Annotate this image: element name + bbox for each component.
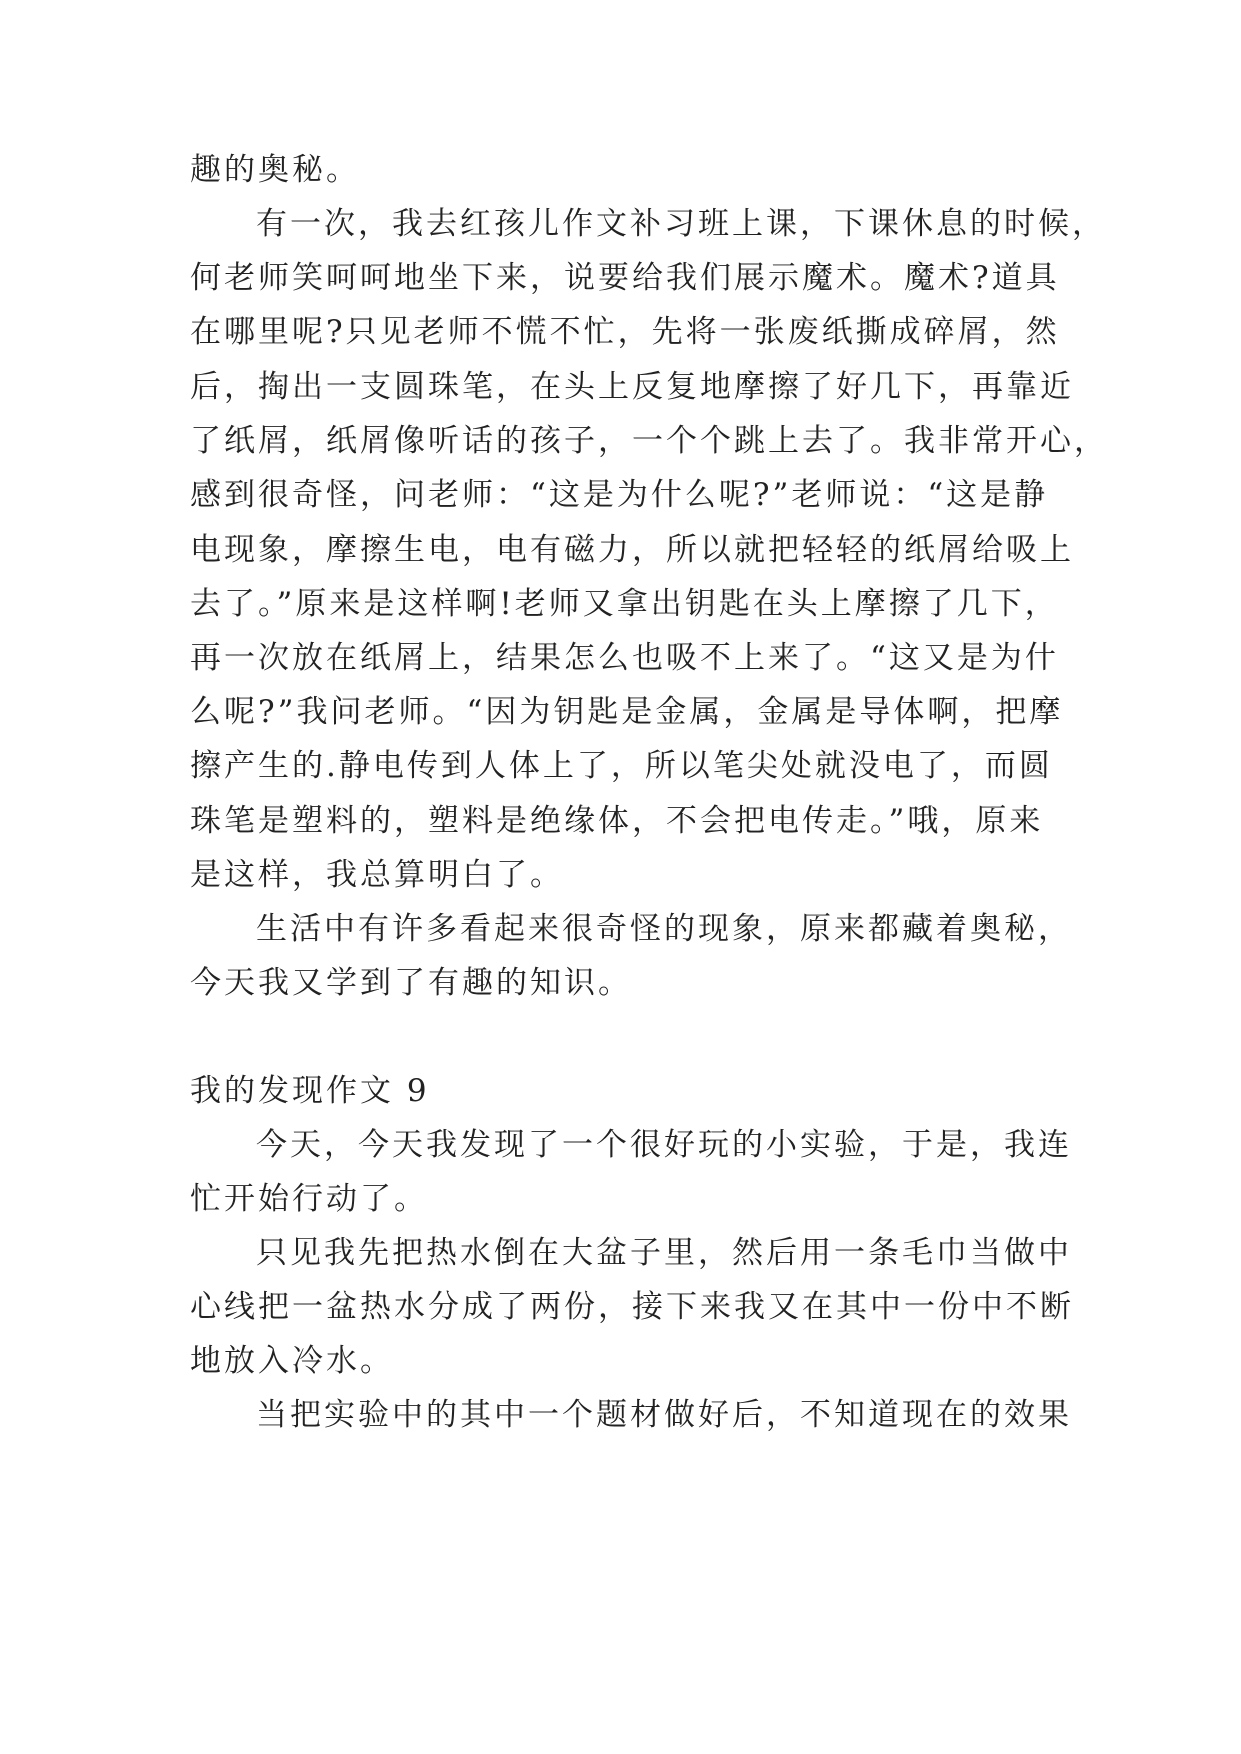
text-line: 感到很奇怪，问老师：“这是为什么呢?”老师说：“这是静 <box>190 477 1049 513</box>
text-line: 趣的奥秘。 <box>190 152 360 188</box>
paragraph-start-line: 当把实验中的其中一个题材做好后，不知道现在的效果 <box>256 1397 1072 1433</box>
paragraph-start-line: 今天，今天我发现了一个很好玩的小实验，于是，我连 <box>256 1127 1072 1163</box>
text-line: 忙开始行动了。 <box>190 1181 428 1217</box>
paragraph-start-line: 只见我先把热水倒在大盆子里，然后用一条毛巾当做中 <box>256 1235 1072 1271</box>
text-line: 是这样，我总算明白了。 <box>190 857 564 893</box>
paragraph-start-line: 生活中有许多看起来很奇怪的现象，原来都藏着奥秘， <box>256 911 1072 947</box>
text-line: 去了。”原来是这样啊!老师又拿出钥匙在头上摩擦了几下， <box>190 586 1059 622</box>
text-line: 在哪里呢?只见老师不慌不忙，先将一张废纸撕成碎屑，然 <box>190 314 1060 350</box>
section-heading: 我的发现作文 9 <box>190 1073 430 1109</box>
text-line: 电现象，摩擦生电，电有磁力，所以就把轻轻的纸屑给吸上 <box>190 532 1074 568</box>
text-line: 今天我又学到了有趣的知识。 <box>190 965 632 1001</box>
text-line: 后，掏出一支圆珠笔，在头上反复地摩擦了好几下，再靠近 <box>190 369 1074 405</box>
text-line: 珠笔是塑料的，塑料是绝缘体，不会把电传走。”哦，原来 <box>190 803 1044 839</box>
text-line: 再一次放在纸屑上，结果怎么也吸不上来了。“这又是为什 <box>190 640 1059 676</box>
text-line: 心线把一盆热水分成了两份，接下来我又在其中一份中不断 <box>190 1289 1074 1325</box>
text-line: 何老师笑呵呵地坐下来，说要给我们展示魔术。魔术?道具 <box>190 260 1060 296</box>
text-line: 擦产生的.静电传到人体上了，所以笔尖处就没电了，而圆 <box>190 748 1053 784</box>
text-line: 地放入冷水。 <box>190 1343 394 1379</box>
paragraph-start-line: 有一次，我去红孩儿作文补习班上课，下课休息的时候， <box>256 206 1106 242</box>
text-line: 了纸屑，纸屑像听话的孩子，一个个跳上去了。我非常开心， <box>190 423 1108 459</box>
text-line: 么呢?”我问老师。“因为钥匙是金属，金属是导体啊，把摩 <box>190 694 1064 730</box>
